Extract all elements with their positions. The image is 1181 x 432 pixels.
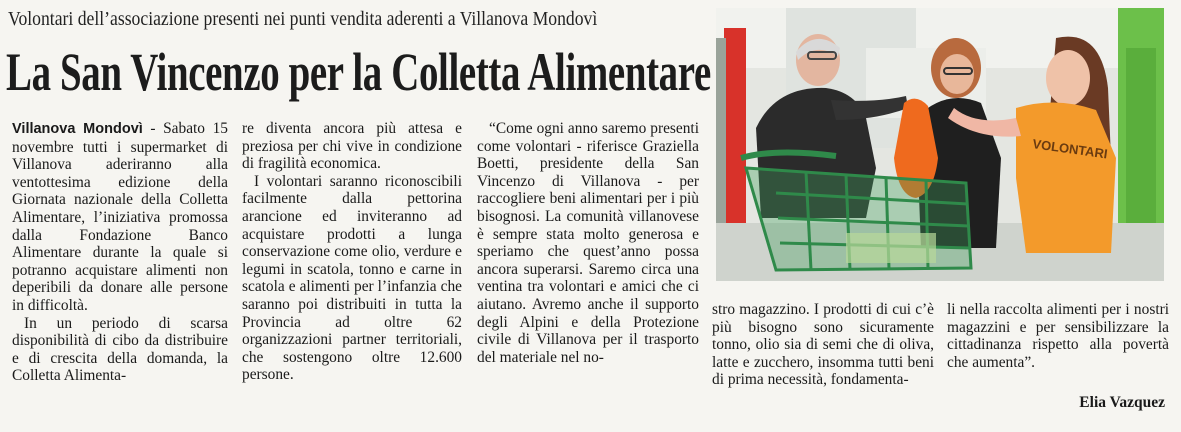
paragraph: stro magazzino. I prodotti di cui c’è più bisogno sono sicuramente tonno, olio sia di semi che di oliva, latte e zucchero, insomma tutti beni di prima necessità, fondamenta- (712, 301, 934, 389)
article-byline: Elia Vazquez (1079, 394, 1165, 411)
article-column-3 (477, 120, 699, 366)
paragraph: “Come ogni anno saremo presenti come volontari - riferisce Graziella Boetti, presidente della San Vincenzo di Villanova - per raccogliere beni alimentari per i più bisognosi. La comunità villanovese è sempre stata molto generosa e speriamo che quest’anno possa ancora superarsi. Saremo circa una ventina tra volontari e amici che ci aiutano. Avremo anche il supporto degli Alpini e della Protezione civile di Villanova per il trasporto del materiale nel no- (477, 120, 699, 366)
article-column-1 (12, 120, 228, 385)
photo-illustration (716, 8, 1164, 281)
paragraph: I volontari saranno riconoscibili facilmente dalla pettorina arancione ed inviteranno ad acquistare prodotti a lunga conservazione come olio, verdure e legumi in scatola, tonno e carne in scatola e alimenti per l’infanzia che saranno poi distribuiti in tutta la Provincia ad oltre 62 organizzazioni partner territoriali, che sostengono oltre 12.600 persone. (242, 172, 462, 384)
paragraph: li nella raccolta alimenti per i nostri magazzini e per sensibilizzare la cittadinanza rispetto alla povertà che aumenta”. (947, 301, 1169, 371)
dateline: Villanova Mondovì (12, 121, 143, 137)
vest-text: VOLONTARI (1031, 136, 1109, 162)
article-column-5 (947, 301, 1169, 371)
article-photo (716, 8, 1164, 281)
paragraph: In un periodo di scarsa disponibilità di cibo da distribuire e di crescita della domanda, la Colletta Alimenta- (12, 314, 228, 385)
article-kicker: Volontari dell’associazione presenti nei punti vendita aderenti a Villanova Mondovì (8, 8, 598, 30)
paragraph: re diventa ancora più attesa e preziosa per chi vive in condizione di fragilità economica. (242, 120, 462, 173)
paragraph (12, 120, 228, 315)
article-column-2 (242, 120, 462, 384)
article-column-4 (712, 301, 934, 389)
article-headline: La San Vincenzo per la Colletta Alimentare (6, 42, 711, 102)
store-pillar (724, 28, 746, 228)
paragraph-text: - Sabato 15 novembre tutti i supermarket di Villanova aderiranno alla ventottesima edizione della Giornata nazionale della Colletta Alimentare, l’iniziativa promossa dalla Fondazione Banco Alimentare durante la quale si potranno acquistare alimenti non deperibili da donare alle persone in difficoltà. (12, 120, 228, 314)
